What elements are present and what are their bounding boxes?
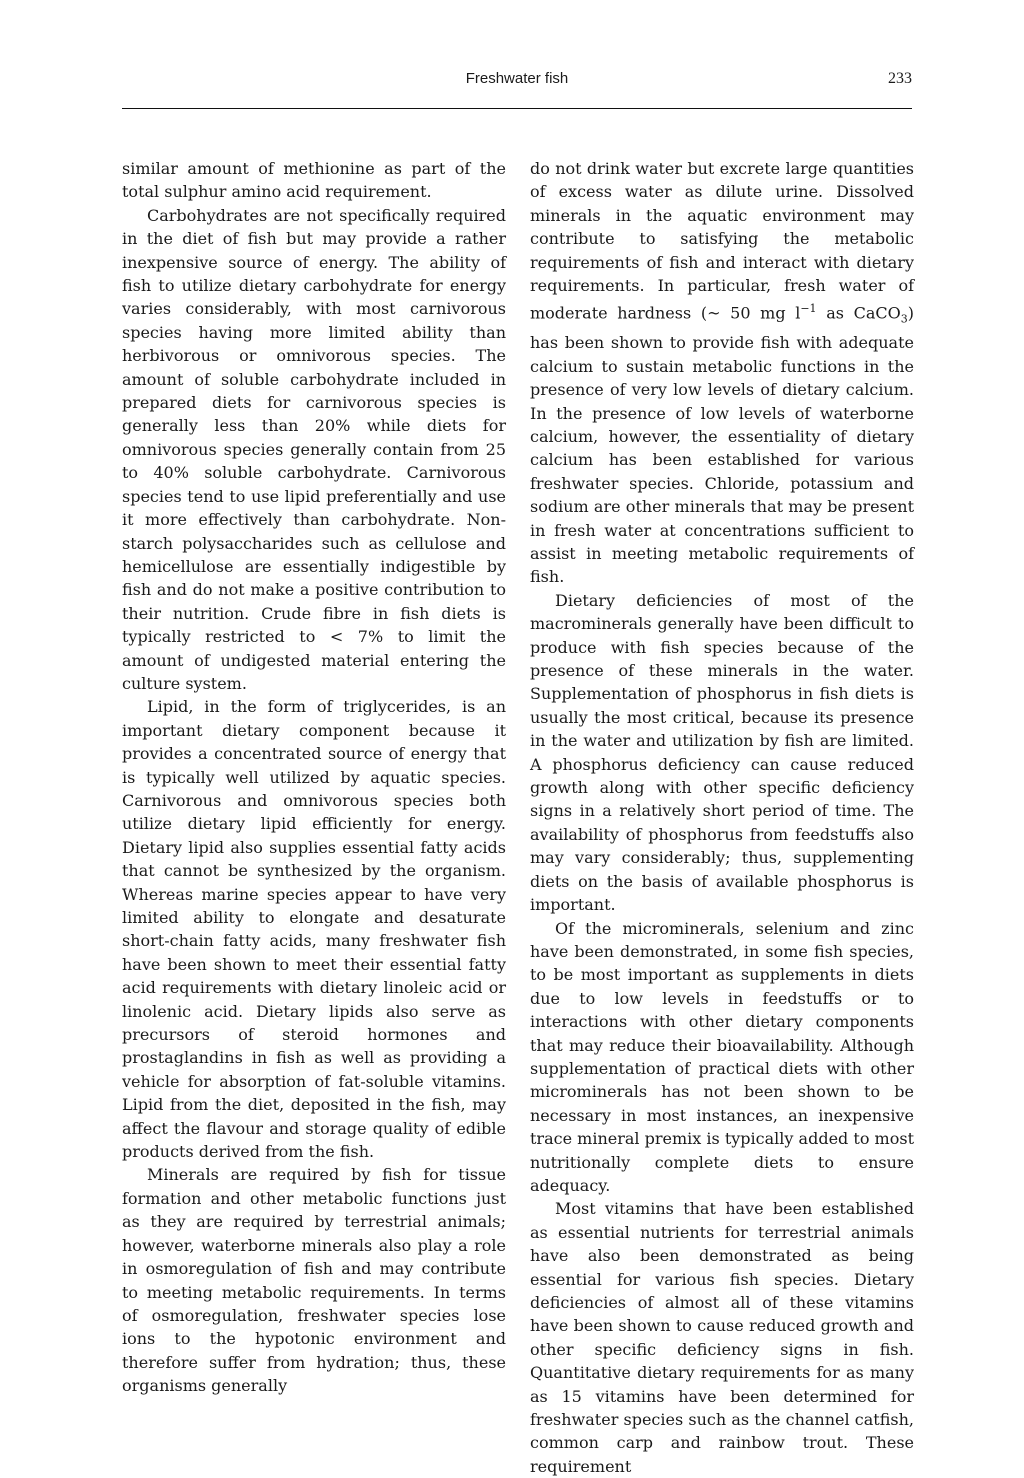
paragraph-minerals: Minerals are required by fish for tissue formation and other metabolic functions just as they are required by terrestrial animals; however, waterborne minerals also play a role in osmoregulation of fish and may contribute to meeting metabolic requirements. In terms of osmoregulation, freshwater species lose ions to the hypotonic environment and therefore suffer from hydration; thus, these organisms generally <box>122 1165 506 1396</box>
paragraph-carbohydrates: Carbohydrates are not specifically required in the diet of fish but may provide a rather inexpensive source of energy. The ability of fish to utilize dietary carbohydrate for energy varies considerably, with most carnivorous species having more limited ability than herbivorous or omnivorous species. The amount of soluble carbohydrate included in prepared diets for carnivorous species is generally less than 20% while diets for omnivorous species generally contain from 25 to 40% soluble carbohydrate. Carnivorous species tend to use lipid preferentially and use it more effectively than carbohydrate. Non-starch polysaccharides such as cellulose and hemicellulose are essentially indigestible by fish and do not make a positive contribution to their nutrition. Crude fibre in fish diets is typically restricted to < 7% to limit the amount of undigested material entering the culture system. <box>122 205 506 693</box>
paragraph-lipid: Lipid, in the form of triglycerides, is an important dietary component because it provides a concentrated source of energy that is typically well utilized by aquatic species. Carnivorous and omnivorous species both utilize dietary lipid efficiently for energy. Dietary lipid also supplies essential fatty acids that cannot be synthesized by the organism. Whereas marine species appear to have very limited ability to elongate and desaturate short-chain fatty acids, many freshwater fish have been shown to meet their essential fatty acid requirements with dietary linoleic acid or linolenic acid. Dietary lipids also serve as precursors of steroid hormones and prostaglandins in fish as well as providing a vehicle for absorption of fat-soluble vitamins. Lipid from the diet, deposited in the fish, may affect the flavour and storage quality of edible products derived from the fish. <box>122 697 506 1162</box>
right-column <box>530 157 914 1478</box>
paragraph-vitamins: Most vitamins that have been established as essential nutrients for terrestrial animals have also been demonstrated as being essential for various fish species. Dietary deficiencies of almost all of these vitamins have been shown to cause reduced growth and other specific deficiency signs in fish. Quantitative dietary requirements for as many as 15 vitamins have been determined for freshwater species such as the channel catfish, common carp and rainbow trout. These requirement <box>530 1199 914 1476</box>
header-rule <box>122 108 912 109</box>
page-number: 233 <box>888 70 912 87</box>
paragraph-minerals-continued <box>530 157 914 589</box>
superscript: −1 <box>800 302 817 316</box>
text-run: do not drink water but excrete large quantities of excess water as dilute urine. Dissolved minerals in the aquatic environment may contribute to satisfying the metabolic requirements of fish and interact with dietary requirements. In particular, fresh water of moderate hardness (~ 50 mg l <box>530 159 914 323</box>
text-run: ) has been shown to provide fish with adequate calcium to sustain metabolic functions in the presence of very low levels of dietary calcium. In the presence of low levels of waterborne calcium, however, the essentiality of dietary calcium has been established for various freshwater species. Chloride, potassium and sodium are other minerals that may be present in fresh water at concentrations sufficient to assist in meeting metabolic requirements of fish. <box>530 303 915 587</box>
subscript: 3 <box>900 312 908 326</box>
text-run: as CaCO <box>816 303 901 323</box>
running-header <box>122 70 912 94</box>
paragraph-continuation: similar amount of methionine as part of the total sulphur amino acid requirement. <box>122 159 506 202</box>
paragraph-macrominerals: Dietary deficiencies of most of the macrominerals generally have been difficult to produce with fish species because of the presence of these minerals in the water. Supplementation of phosphorus in fish diets is usually the most critical, because its presence in the water and utilization by fish are limited. A phosphorus deficiency can cause reduced growth along with other specific deficiency signs in a relatively short period of time. The availability of phosphorus from feedstuffs also may vary considerably; thus, supplementing diets on the basis of available phosphorus is important. <box>530 590 914 915</box>
paragraph-microminerals: Of the microminerals, selenium and zinc have been demonstrated, in some fish species, to be most important as supplements in diets due to low levels in feedstuffs or to interactions with other dietary components that may reduce their bioavailability. Although supplementation of practical diets with other microminerals has not been shown to be necessary in most instances, an inexpensive trace mineral premix is typically added to most nutritionally complete diets to ensure adequacy. <box>530 918 914 1195</box>
left-column <box>122 157 506 1398</box>
running-title: Freshwater fish <box>465 70 569 87</box>
